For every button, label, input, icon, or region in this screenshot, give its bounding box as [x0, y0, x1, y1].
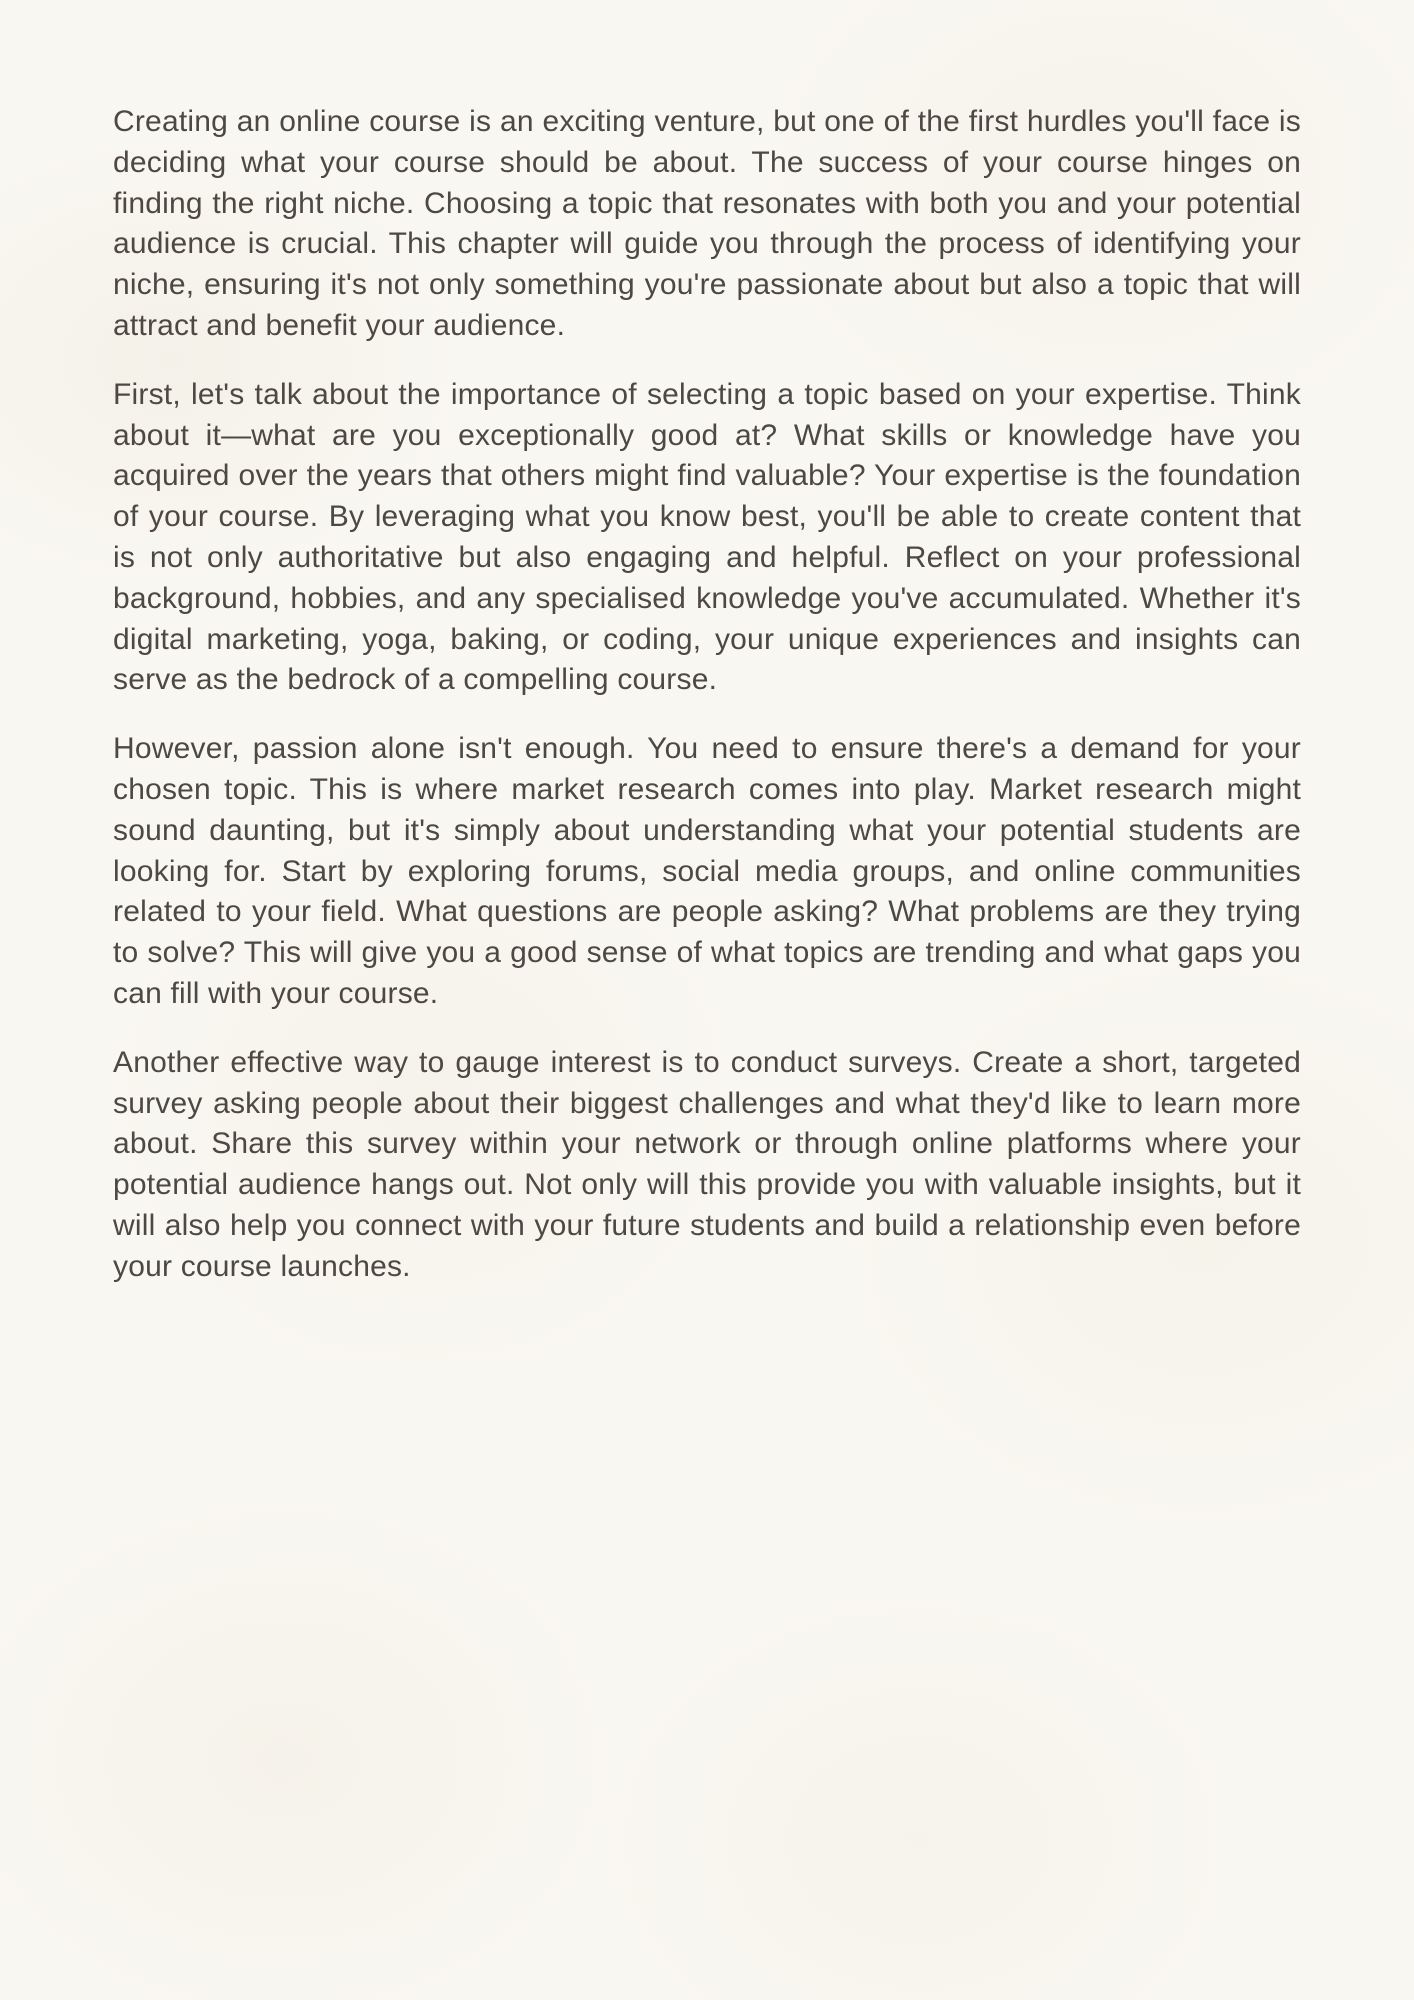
paragraph-4: Another effective way to gauge interest is to conduct surveys. Create a short, targeted survey asking people about their biggest challenges and what they'd like to learn more about. Share this survey within your network or through online platforms where your potential audience hangs out. Not only will this provide you with valuable insights, but it will also help you connect with your future students and build a relationship even before your course launches.: [113, 1045, 1301, 1283]
paragraph-3: However, passion alone isn't enough. You need to ensure there's a demand for your chosen topic. This is where market research comes into play. Market research might sound daunting, but it's simply about understanding what your potential students are looking for. Start by exploring forums, social media groups, and online communities related to your field. What questions are people asking? What problems are they trying to solve? This will give you a good sense of what topics are trending and what gaps you can fill with your course.: [113, 732, 1301, 1010]
paragraph-1: Creating an online course is an exciting venture, but one of the first hurdles you'll face is deciding what your course should be about. The success of your course hinges on finding the right niche. Choosing a topic that resonates with both you and your potential audience is crucial. This chapter will guide you through the process of identifying your niche, ensuring it's not only something you're passionate about but also a topic that will attract and benefit your audience.: [113, 105, 1301, 342]
paragraph-2: First, let's talk about the importance of selecting a topic based on your expertise. Think about it—what are you exceptionally good at? What skills or knowledge have you acquired over the years that others might find valuable? Your expertise is the foundation of your course. By leveraging what you know best, you'll be able to create content that is not only authoritative but also engaging and helpful. Reflect on your professional background, hobbies, and any specialised knowledge you've accumulated. Whether it's digital marketing, yoga, baking, or coding, your unique experiences and insights can serve as the bedrock of a compelling course.: [113, 377, 1301, 697]
page-text-block: [113, 102, 1301, 1288]
